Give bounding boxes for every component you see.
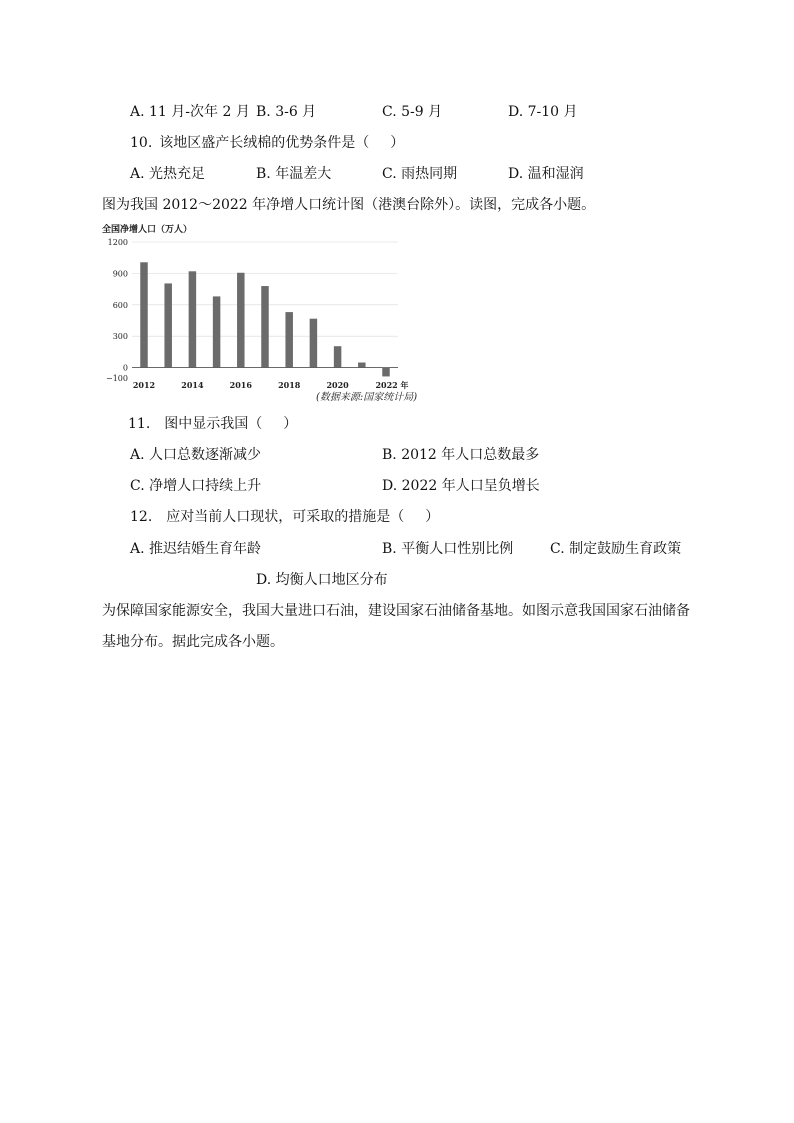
x-tick-label: 2022 年: [375, 380, 409, 390]
q10-option-d: D. 温和湿润: [508, 166, 584, 182]
y-tick-label: 300: [112, 332, 128, 342]
bar-2012: [140, 262, 148, 367]
bar-2019: [310, 319, 318, 368]
q10-option-c: C. 雨热同期: [382, 166, 458, 182]
y-tick-label: 900: [112, 269, 128, 279]
y-tick-label: 0: [122, 363, 128, 373]
q9-option-a: A. 11 月-次年 2 月: [130, 104, 250, 120]
q12-stem: 12. 应对当前人口现状，可采取的措施是（ ）: [130, 509, 440, 525]
net-population-chart: [98, 220, 458, 410]
bar-2014: [189, 271, 197, 367]
q11-stem: 11. 图中显示我国（ ）: [128, 416, 298, 432]
chart-intro: 图为我国 2012～2022 年净增人口统计图（港澳台除外）。读图，完成各小题。: [102, 197, 596, 213]
oil-reserve-intro-line2: 基地分布。据此完成各小题。: [102, 634, 284, 650]
y-tick-label: 1200: [107, 238, 128, 247]
q12-option-b: B. 平衡人口性别比例: [382, 541, 514, 557]
bar-2021: [358, 363, 366, 368]
bar-2017: [261, 286, 269, 367]
x-tick-label: 2012: [132, 380, 156, 390]
y-tick-label: 600: [112, 300, 128, 310]
q12-option-c: C. 制定鼓励生育政策: [550, 541, 682, 557]
q9-option-b: B. 3-6 月: [256, 104, 317, 120]
q9-option-d: D. 7-10 月: [508, 104, 578, 120]
bar-2013: [164, 283, 172, 367]
bar-2022: [382, 368, 390, 377]
q9-option-c: C. 5-9 月: [382, 104, 443, 120]
q10-stem: 10. 该地区盛产长绒棉的优势条件是（ ）: [130, 135, 405, 151]
bar-2020: [334, 346, 342, 367]
q11-option-d: D. 2022 年人口呈负增长: [382, 478, 540, 494]
chart-source: (数据来源:国家统计局): [316, 392, 418, 403]
q12-option-a: A. 推迟结婚生育年龄: [130, 541, 262, 557]
chart-title: 全国净增人口（万人）: [102, 225, 193, 235]
q11-option-a: A. 人口总数逐渐减少: [130, 447, 262, 463]
q11-option-c: C. 净增人口持续上升: [130, 478, 262, 494]
x-tick-label: 2016: [229, 380, 252, 390]
q11-option-b: B. 2012 年人口总数最多: [382, 447, 540, 463]
q10-option-a: A. 光热充足: [130, 166, 206, 182]
x-tick-label: 2020: [326, 380, 349, 390]
y-tick-label: −100: [106, 374, 128, 383]
bar-2016: [237, 273, 245, 368]
x-tick-label: 2014: [181, 380, 204, 390]
q10-option-b: B. 年温差大: [256, 166, 332, 182]
bar-2018: [285, 312, 293, 367]
bar-2015: [213, 296, 221, 367]
x-tick-label: 2018: [278, 380, 301, 390]
oil-reserve-intro-line1: 为保障国家能源安全，我国大量进口石油，建设国家石油储备基地。如图示意我国国家石油储备: [102, 603, 690, 619]
q12-option-d: D. 均衡人口地区分布: [256, 572, 388, 588]
